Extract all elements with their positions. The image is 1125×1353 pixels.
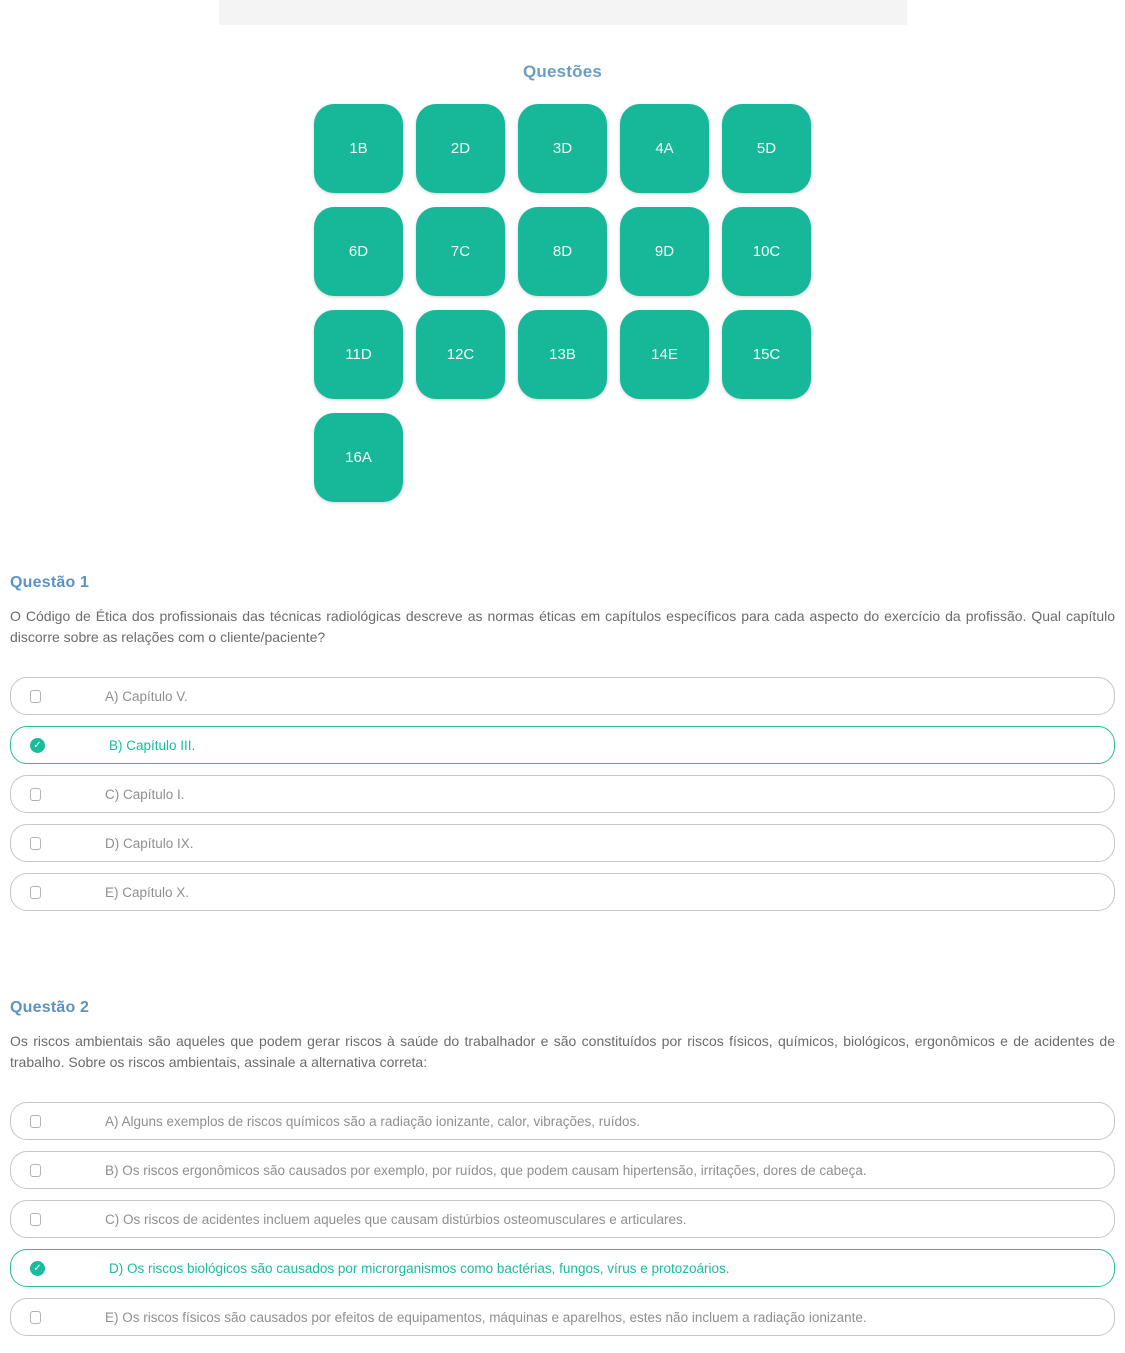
checkbox-empty-icon bbox=[30, 1213, 41, 1226]
question-nav-title: Questões bbox=[522, 62, 603, 81]
question-1-option-b[interactable] bbox=[10, 726, 1115, 764]
question-2-text: Os riscos ambientais são aqueles que podem gerar riscos à saúde do trabalhador e são constituídos por riscos físicos, químicos, biológicos, ergonômicos e de acidentes de trabalho. Sobre os riscos ambientais, assinale a alternativa correta: bbox=[10, 1033, 1115, 1070]
option-label: E) Capítulo X. bbox=[105, 884, 190, 900]
question-1-option-c[interactable] bbox=[10, 775, 1115, 813]
question-1-option-a[interactable] bbox=[10, 677, 1115, 715]
option-label: A) Capítulo V. bbox=[105, 688, 188, 704]
check-circle-icon: ✓ bbox=[30, 1261, 45, 1276]
checkbox-empty-icon bbox=[30, 690, 41, 703]
question-2-title: Questão 2 bbox=[10, 999, 90, 1016]
question-1-options bbox=[10, 677, 1115, 911]
question-nav-button-1[interactable]: 1B bbox=[314, 104, 403, 193]
question-nav-button-15[interactable]: 15C bbox=[722, 310, 811, 399]
question-2-option-a[interactable] bbox=[10, 1102, 1115, 1140]
question-1-text: O Código de Ética dos profissionais das técnicas radiológicas descreve as normas éticas em capítulos específicos para cada aspecto do exercício da profissão. Qual capítulo discorre sobre as relações com o cliente/paciente? bbox=[10, 608, 1115, 645]
question-2-option-b[interactable] bbox=[10, 1151, 1115, 1189]
checkbox-empty-icon bbox=[30, 1311, 41, 1324]
question-nav-button-8[interactable]: 8D bbox=[518, 207, 607, 296]
question-nav-button-6[interactable]: 6D bbox=[314, 207, 403, 296]
checkbox-empty-icon bbox=[30, 788, 41, 801]
option-label: C) Capítulo I. bbox=[105, 786, 185, 802]
option-label: D) Os riscos biológicos são causados por microrganismos como bactérias, fungos, vírus e protozoários. bbox=[109, 1260, 730, 1276]
question-2-option-e[interactable] bbox=[10, 1298, 1115, 1336]
checkbox-empty-icon bbox=[30, 886, 41, 899]
question-1-option-e[interactable] bbox=[10, 873, 1115, 911]
question-nav-button-14[interactable]: 14E bbox=[620, 310, 709, 399]
question-nav-grid bbox=[314, 104, 811, 502]
option-label: B) Capítulo III. bbox=[109, 737, 196, 753]
question-nav-button-12[interactable]: 12C bbox=[416, 310, 505, 399]
question-nav-button-7[interactable]: 7C bbox=[416, 207, 505, 296]
question-1-section bbox=[0, 574, 1125, 911]
checkbox-empty-icon bbox=[30, 1164, 41, 1177]
question-nav-button-4[interactable]: 4A bbox=[620, 104, 709, 193]
option-label: D) Capítulo IX. bbox=[105, 835, 194, 851]
option-label: C) Os riscos de acidentes incluem aqueles que causam distúrbios osteomusculares e articulares. bbox=[105, 1211, 687, 1227]
question-2-section bbox=[0, 999, 1125, 1336]
top-gray-bar bbox=[219, 0, 907, 25]
question-nav-button-13[interactable]: 13B bbox=[518, 310, 607, 399]
checkbox-empty-icon bbox=[30, 1115, 41, 1128]
question-1-option-d[interactable] bbox=[10, 824, 1115, 862]
option-label: B) Os riscos ergonômicos são causados por exemplo, por ruídos, que podem causam hipertensão, irritações, dores de cabeça. bbox=[105, 1162, 867, 1178]
question-nav-panel bbox=[0, 62, 1125, 502]
option-label: E) Os riscos físicos são causados por efeitos de equipamentos, máquinas e aparelhos, estes não incluem a radiação ionizante. bbox=[105, 1309, 867, 1325]
question-nav-button-2[interactable]: 2D bbox=[416, 104, 505, 193]
check-circle-icon: ✓ bbox=[30, 738, 45, 753]
option-label: A) Alguns exemplos de riscos químicos são a radiação ionizante, calor, vibrações, ruídos. bbox=[105, 1113, 641, 1129]
checkbox-empty-icon bbox=[30, 837, 41, 850]
question-nav-button-5[interactable]: 5D bbox=[722, 104, 811, 193]
question-2-option-c[interactable] bbox=[10, 1200, 1115, 1238]
question-nav-button-11[interactable]: 11D bbox=[314, 310, 403, 399]
question-2-option-d[interactable] bbox=[10, 1249, 1115, 1287]
question-nav-button-10[interactable]: 10C bbox=[722, 207, 811, 296]
question-2-options bbox=[10, 1102, 1115, 1336]
question-nav-button-16[interactable]: 16A bbox=[314, 413, 403, 502]
question-1-title: Questão 1 bbox=[10, 574, 90, 591]
question-nav-button-9[interactable]: 9D bbox=[620, 207, 709, 296]
question-nav-button-3[interactable]: 3D bbox=[518, 104, 607, 193]
